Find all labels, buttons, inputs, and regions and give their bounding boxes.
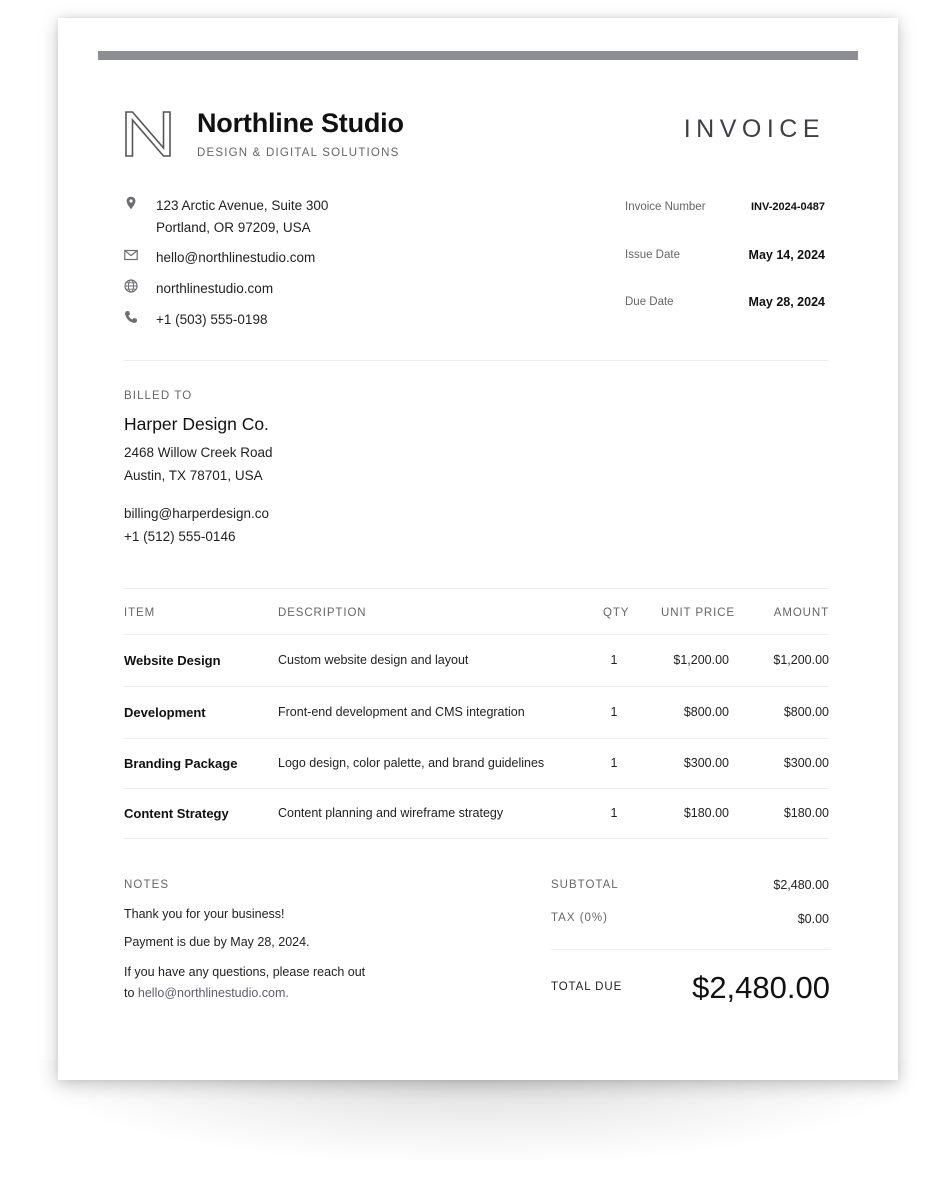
row-description: Content planning and wireframe strategy — [278, 806, 504, 820]
total-due-value: $2,480.00 — [692, 970, 830, 1005]
row-amount: $800.00 — [783, 705, 829, 719]
row-unit-price: $300.00 — [683, 756, 729, 770]
phone-icon — [124, 310, 138, 324]
company-tagline: DESIGN & DIGITAL SOLUTIONS — [197, 147, 400, 159]
row-amount: $300.00 — [783, 756, 829, 770]
row-unit-price: $180.00 — [683, 806, 729, 820]
divider — [124, 360, 828, 361]
row-qty: 1 — [610, 705, 618, 719]
due-date-label: Due Date — [625, 296, 674, 308]
subtotal-label: SUBTOTAL — [551, 879, 619, 891]
client-address-line2: Austin, TX 78701, USA — [124, 468, 263, 483]
table-divider — [124, 634, 828, 635]
table-divider — [124, 738, 828, 739]
table-header-amount: AMOUNT — [773, 607, 829, 619]
row-amount: $180.00 — [783, 806, 829, 820]
client-address-line1: 2468 Willow Creek Road — [124, 445, 273, 460]
row-item: Development — [124, 705, 206, 720]
summary-divider — [551, 949, 830, 950]
row-description: Custom website design and layout — [278, 653, 469, 667]
company-address-line2: Portland, OR 97209, USA — [156, 220, 311, 235]
tax-label: TAX (0%) — [551, 912, 608, 924]
notes-prefix: to — [124, 986, 138, 1000]
issue-date-value: May 14, 2024 — [748, 248, 825, 262]
subtotal-value: $2,480.00 — [773, 878, 829, 892]
client-phone[interactable]: +1 (512) 555-0146 — [124, 529, 236, 544]
row-qty: 1 — [610, 653, 618, 667]
row-description: Front-end development and CMS integration — [278, 705, 525, 719]
tax-value: $0.00 — [797, 912, 829, 926]
row-item: Branding Package — [124, 756, 238, 771]
row-amount: $1,200.00 — [773, 653, 829, 667]
row-description: Logo design, color palette, and brand guidelines — [278, 756, 545, 770]
row-item: Website Design — [124, 653, 221, 668]
company-email[interactable]: hello@northlinestudio.com — [156, 250, 316, 265]
company-website[interactable]: northlinestudio.com — [156, 281, 274, 296]
notes-line: If you have any questions, please reach out — [124, 965, 366, 979]
envelope-icon — [124, 248, 138, 262]
table-header-item: ITEM — [124, 607, 156, 619]
invoice-number-value: INV-2024-0487 — [751, 201, 825, 213]
table-divider — [124, 838, 828, 839]
due-date-value: May 28, 2024 — [748, 295, 825, 309]
notes-label: NOTES — [124, 879, 170, 891]
row-qty: 1 — [610, 756, 618, 770]
notes-line: Payment is due by May 28, 2024. — [124, 935, 310, 949]
divider — [124, 588, 828, 589]
total-due-label: TOTAL DUE — [551, 981, 623, 993]
client-name: Harper Design Co. — [124, 414, 269, 434]
company-phone[interactable]: +1 (503) 555-0198 — [156, 312, 268, 327]
row-item: Content Strategy — [124, 806, 229, 821]
invoice-page — [58, 18, 898, 1080]
notes-email-link[interactable]: hello@northlinestudio.com. — [137, 986, 289, 1000]
company-address-line1: 123 Arctic Avenue, Suite 300 — [156, 198, 329, 213]
table-header-unit-price: UNIT PRICE — [661, 607, 735, 619]
document-title: INVOICE — [683, 115, 825, 143]
invoice-number-label: Invoice Number — [625, 201, 706, 213]
table-header-description: DESCRIPTION — [278, 607, 367, 619]
notes-line — [124, 983, 289, 1004]
table-header-qty: QTY — [603, 607, 630, 619]
row-qty: 1 — [610, 806, 618, 820]
row-unit-price: $800.00 — [683, 705, 729, 719]
company-name: Northline Studio — [197, 108, 404, 138]
client-email[interactable]: billing@harperdesign.co — [124, 506, 270, 521]
row-unit-price: $1,200.00 — [673, 653, 729, 667]
billed-to-label: BILLED TO — [124, 390, 193, 402]
notes-line: Thank you for your business! — [124, 907, 285, 921]
globe-icon — [124, 279, 138, 293]
table-divider — [124, 686, 828, 687]
map-pin-icon — [124, 196, 138, 210]
table-divider — [124, 788, 828, 789]
accent-bar — [98, 51, 858, 60]
n-logo-icon — [124, 110, 172, 158]
issue-date-label: Issue Date — [625, 249, 680, 261]
